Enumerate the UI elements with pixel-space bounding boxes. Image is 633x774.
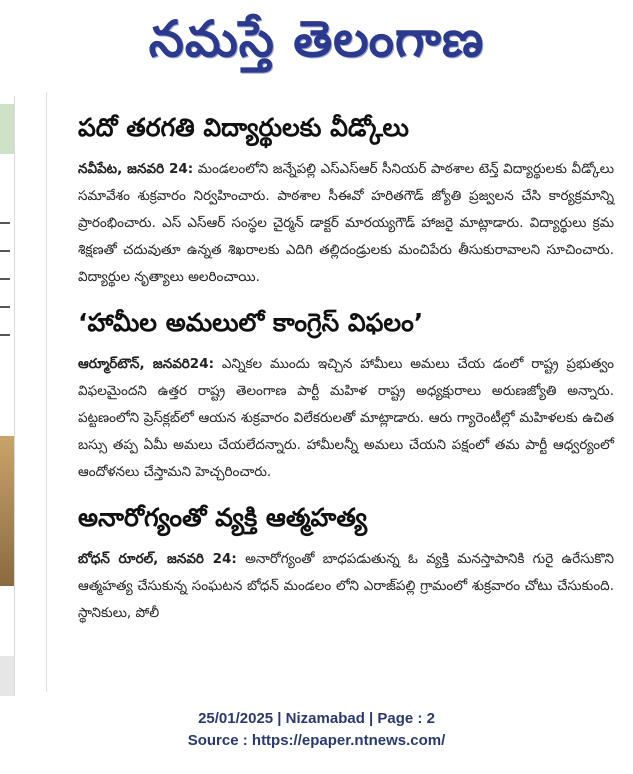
article-headline: పదో తరగతి విద్యార్థులకు వీడ్కోలు (78, 113, 409, 142)
page-footer (0, 708, 633, 752)
newspaper-logo: నమస్తే తెలంగాణ (148, 10, 485, 68)
article-body (78, 156, 614, 291)
article-text: మండలంలోని జన్నేపల్లి ఎస్ఎస్ఆర్ సీనియర్ పాఠశాల టెన్త్ విద్యార్థులకు వీడ్కోలు సమావేశం శుక్రవారం నిర్వహించారు. పాఠశాల సీఈవో హరితగౌడ్ జ్యోతి ప్రజ్వలన చేసి కార్యక్రమాన్ని ప్రారంభించారు. ఎస్ ఎస్ఆర్ సంస్థల చైర్మన్ డాక్టర్ మారయ్యగౌడ్ హాజరై మాట్లాడారు. విద్యార్థులు క్రమ శిక్షణతో చదువుతూ ఉన్నత శిఖరాలకు ఎదిగి తల్లిదండ్రులకు మంచిపేరు తీసుకురావాలని సూచించారు. విద్యార్థుల నృత్యాలు అలరించాయి. (78, 161, 614, 285)
column-divider (46, 92, 47, 692)
adjacent-text-fragment (0, 326, 14, 344)
edition-info: 25/01/2025 | Nizamabad | Page : 2 (198, 710, 435, 727)
adjacent-photo-fragment (0, 656, 14, 696)
adjacent-photo-fragment (0, 104, 14, 154)
article (78, 500, 614, 627)
article-text: ఎన్నికల ముందు ఇచ్చిన హామీలు అమలు చేయ డంలో రాష్ట్ర ప్రభుత్వం విఫలమైందని ఉత్తర రాష్ట్ర తెలంగాణ పార్టీ మహిళ రాష్ట్ర అధ్యక్షురాలు అరుణజ్యోతి అన్నారు. పట్టణంలోని ప్రెస్‌క్లబ్‌లో ఆయన శుక్రవారం విలేకరులతో మాట్లాడారు. ఆరు గ్యారెంటీల్లో మహిళలకు ఉచిత బస్సు తప్ప ఏమీ అమలు చేయలేదన్నారు. హామీలన్నీ అమలు చేయని పక్షంలో తమ పార్టీ ఆధ్వర్యంలో ఆందోళనలు చేస్తామని హెచ్చరించారు. (78, 356, 614, 480)
adjacent-text-fragment (0, 298, 14, 316)
adjacent-column-fragment (0, 96, 15, 696)
article-column (78, 110, 614, 627)
adjacent-text-fragment (0, 270, 14, 288)
source-link[interactable]: Source : https://epaper.ntnews.com/ (187, 732, 446, 749)
article-body (78, 546, 614, 627)
article (78, 305, 614, 486)
article-dateline: ఆర్మూర్‌టౌన్, జనవరి24: (78, 356, 214, 372)
adjacent-text-fragment (0, 242, 14, 260)
adjacent-photo-fragment (0, 436, 14, 586)
article-dateline: బోధన్ రూరల్, జనవరి 24: (78, 551, 237, 567)
article-headline: అనారోగ్యంతో వ్యక్తి ఆత్మహత్య (78, 503, 368, 532)
article-text: అనారోగ్యంతో బాధపడుతున్న ఓ వ్యక్తి మనస్తాపానికి గురై ఉరేసుకొని ఆత్మహత్య చేసుకున్న సంఘటన బోధన్ మండలం లోని ఎరాజ్‌పల్లి గ్రామంలో శుక్రవారం చోటు చేసుకుంది. స్థానికులు, పోలీ (78, 551, 614, 621)
adjacent-text-fragment (0, 214, 14, 232)
article (78, 110, 614, 291)
article-dateline: నవీపేట, జనవరి 24: (78, 161, 194, 177)
article-body (78, 351, 614, 486)
article-headline: ‘హామీల అమలులో కాంగ్రెస్ విఫలం’ (78, 308, 424, 337)
masthead (0, 0, 633, 86)
